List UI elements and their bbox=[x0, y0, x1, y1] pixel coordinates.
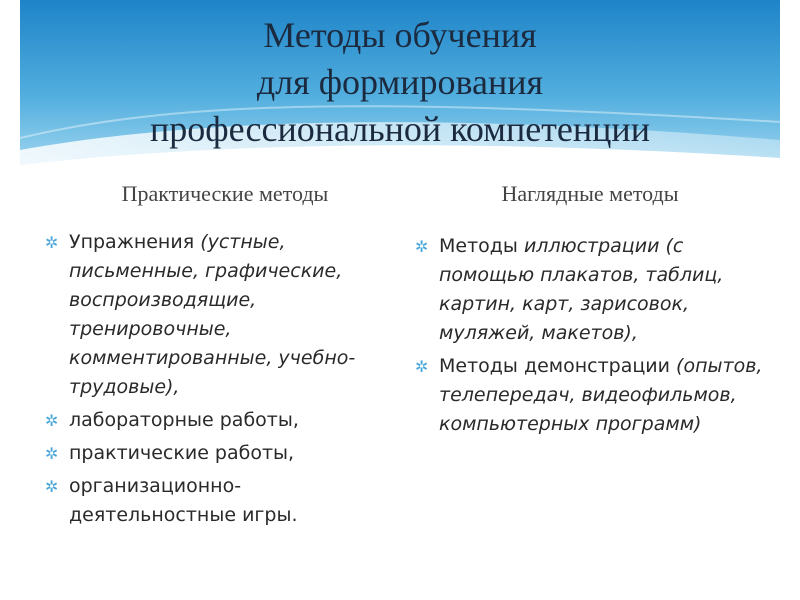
practical-methods-list bbox=[45, 228, 375, 534]
bullet-icon: ✲ bbox=[45, 444, 59, 463]
bullet-icon: ✲ bbox=[415, 237, 429, 256]
item-text: практические работы, bbox=[69, 442, 295, 464]
item-italic-text: (устные, письменные, графические, воспроизводящие, тренировочные, комментированные, учебно-трудовые), bbox=[69, 231, 356, 398]
item-italic-text: (опытов, телепередач, видеофильмов, компьютерных программ) bbox=[439, 355, 763, 435]
bullet-icon: ✲ bbox=[45, 477, 59, 496]
item-text: Упражнения bbox=[69, 231, 201, 253]
bullet-icon: ✲ bbox=[45, 411, 59, 430]
list-item bbox=[45, 406, 375, 435]
title-line-1: Методы обучения bbox=[263, 15, 537, 55]
list-item bbox=[415, 232, 775, 348]
item-text: лабораторные работы, bbox=[69, 409, 299, 431]
title-line-2: для формирования bbox=[256, 62, 544, 102]
item-text: Методы демонстрации bbox=[439, 355, 677, 377]
practical-methods-heading: Практические методы bbox=[121, 181, 329, 206]
list-item bbox=[45, 472, 375, 530]
item-text: Методы bbox=[439, 235, 524, 257]
item-italic-text: иллюстрации (с помощью плакатов, таблиц, картин, карт, зарисовок, муляжей, макетов), bbox=[439, 235, 724, 344]
slide-title bbox=[0, 12, 800, 153]
bullet-icon: ✲ bbox=[45, 233, 59, 252]
item-text: организационно-деятельностные игры. bbox=[69, 475, 298, 526]
list-item bbox=[45, 228, 375, 402]
bullet-icon: ✲ bbox=[415, 357, 429, 376]
title-line-3: профессиональной компетенции bbox=[150, 109, 650, 149]
list-item bbox=[45, 439, 375, 468]
visual-methods-heading: Наглядные методы bbox=[501, 181, 679, 206]
visual-methods-list bbox=[415, 232, 775, 443]
list-item bbox=[415, 352, 775, 439]
